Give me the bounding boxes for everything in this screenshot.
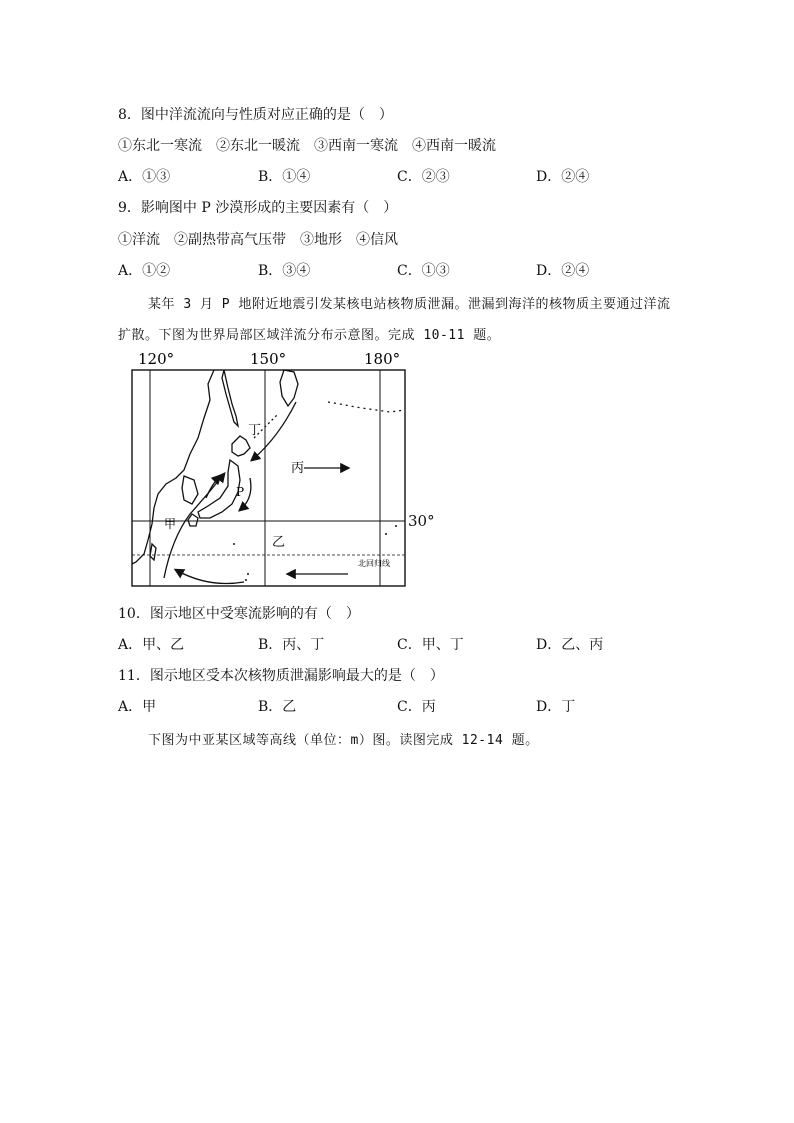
- lon-label-150: 150°: [250, 350, 287, 368]
- question-10-stem: 10．图示地区中受寒流影响的有（ ）: [118, 606, 360, 622]
- question-9-option-c[interactable]: C．①③: [397, 263, 450, 279]
- question-9-option-d[interactable]: D．②④: [536, 263, 590, 279]
- question-9-option-a[interactable]: A．①②: [118, 263, 171, 279]
- land-outlines: [132, 370, 405, 564]
- question-8-option-b[interactable]: B．①④: [258, 169, 311, 185]
- intro-10-11-line1: 某年 3 月 P 地附近地震引发某核电站核物质泄漏。泄漏到海洋的核物质主要通过洋流: [148, 297, 671, 312]
- map-frame: [132, 370, 405, 586]
- question-8-option-c[interactable]: C．②③: [397, 169, 450, 185]
- ocean-current-map: [128, 348, 410, 592]
- label-tropic-of-cancer: 北回归线: [358, 559, 390, 568]
- question-11-option-c[interactable]: C．丙: [397, 699, 436, 715]
- lon-label-180: 180°: [364, 350, 401, 368]
- question-8-option-d[interactable]: D．②④: [536, 169, 590, 185]
- question-11-stem: 11．图示地区受本次核物质泄漏影响最大的是（ ）: [118, 668, 444, 684]
- question-10-option-d[interactable]: D．乙、丙: [536, 637, 604, 653]
- label-ding: 丁: [248, 423, 262, 438]
- question-10-option-a[interactable]: A．甲、乙: [118, 637, 185, 653]
- lat-label-30: 30°: [408, 512, 435, 530]
- korea-peninsula: [182, 476, 198, 504]
- lon-label-120: 120°: [138, 350, 175, 368]
- taiwan-island: [150, 544, 156, 560]
- asia-coastline: [132, 370, 214, 564]
- honshu-island: [198, 460, 240, 518]
- label-bing: 丙: [290, 461, 304, 476]
- question-8-stem: 8．图中洋流流向与性质对应正确的是（ ）: [118, 107, 393, 123]
- question-8-choices: ①东北一寒流 ②东北一暖流 ③西南一寒流 ④西南一暖流: [118, 138, 496, 154]
- intro-12-14-line1: 下图为中亚某区域等高线（单位：m）图。读图完成 12-14 题。: [148, 733, 539, 748]
- question-9-option-b[interactable]: B．③④: [258, 263, 311, 279]
- sakhalin-island: [222, 370, 238, 426]
- question-10-option-b[interactable]: B．丙、丁: [258, 637, 325, 653]
- hokkaido-island: [232, 436, 250, 456]
- question-11-option-d[interactable]: D．丁: [536, 699, 576, 715]
- question-8-option-a[interactable]: A．①③: [118, 169, 171, 185]
- kamchatka-peninsula: [280, 370, 298, 406]
- question-11-option-b[interactable]: B．乙: [258, 699, 297, 715]
- current-bottom-loop: [176, 570, 244, 584]
- question-9-choices: ①洋流 ②副热带高气压带 ③地形 ④信风: [118, 232, 398, 248]
- small-islands: [233, 525, 397, 581]
- question-10-option-c[interactable]: C．甲、丁: [397, 637, 464, 653]
- label-yi: 乙: [272, 535, 286, 550]
- question-11-option-a[interactable]: A．甲: [118, 699, 157, 715]
- label-p: P: [236, 485, 245, 499]
- kyushu-island: [188, 514, 198, 526]
- aleutian-islands: [328, 402, 405, 412]
- intro-10-11-line2: 扩散。下图为世界局部区域洋流分布示意图。完成 10-11 题。: [118, 328, 501, 343]
- label-jia: 甲: [164, 517, 177, 531]
- question-9-stem: 9．影响图中 P 沙漠形成的主要因素有（ ）: [118, 200, 398, 216]
